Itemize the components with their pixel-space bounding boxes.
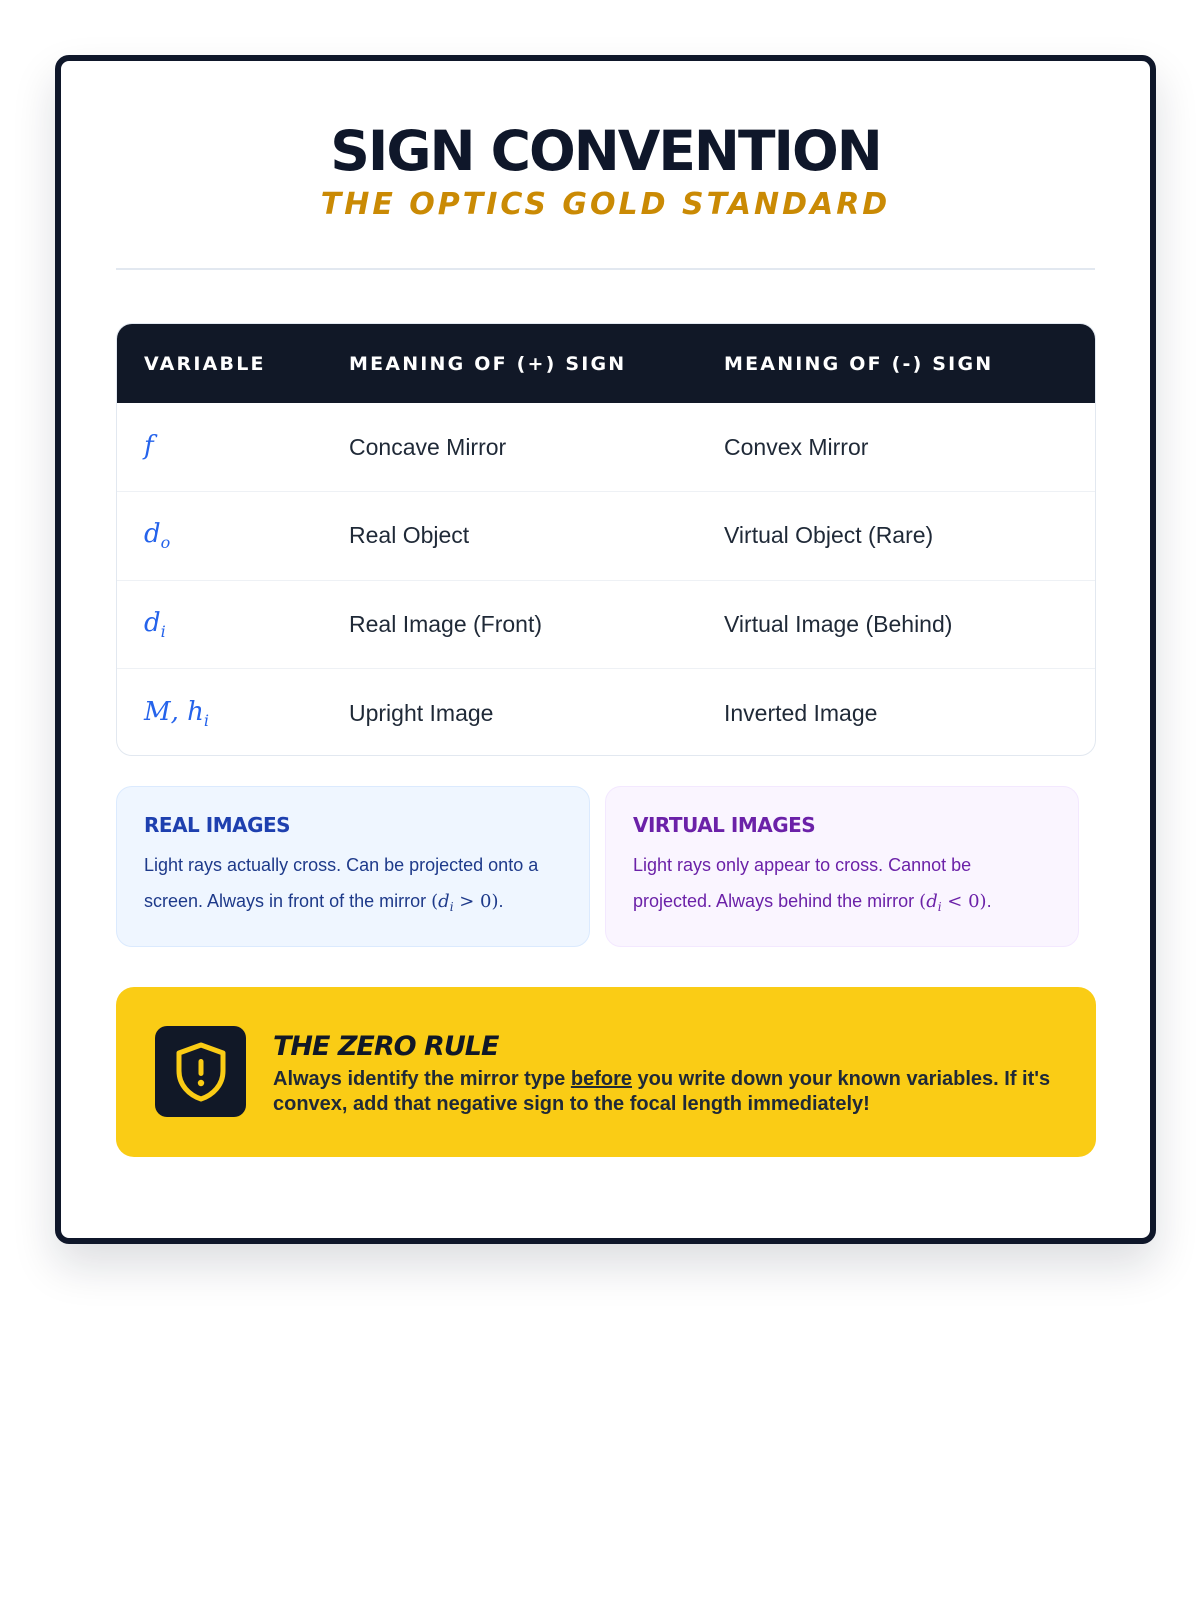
- variable-symbol: d: [144, 607, 161, 638]
- real-images-condition: $(d_i > 0)$: [431, 891, 499, 914]
- header: [61, 119, 1150, 225]
- column-header-variable: VARIABLE: [144, 352, 266, 375]
- variable-symbol: M, h: [144, 696, 204, 727]
- virtual-images-text: Light rays only appear to cross. Cannot be projected. Always behind the mirror $(d_i < 0)$.: [633, 855, 992, 914]
- variable-cell: [117, 403, 322, 492]
- variable-subscript: o: [160, 533, 171, 553]
- table-row: [117, 492, 1095, 581]
- variable-cell: [117, 669, 322, 757]
- zero-rule-text: Always identify the mirror type before you write down your known variables. If it's convex, add that negative sign to the focal length immediately!: [273, 1068, 1051, 1115]
- negative-meaning-cell: Convex Mirror: [724, 433, 869, 460]
- positive-meaning-cell: Upright Image: [349, 699, 494, 726]
- positive-meaning-cell: Real Image (Front): [349, 610, 543, 637]
- table-row: [117, 403, 1095, 492]
- variable-subscript: i: [160, 621, 166, 641]
- negative-meaning-cell: Inverted Image: [724, 699, 878, 726]
- sign-table: [116, 323, 1096, 756]
- zero-rule-emphasis: before: [570, 1068, 632, 1090]
- table-row: [117, 580, 1095, 669]
- header-divider: [116, 268, 1095, 270]
- virtual-images-title: VIRTUAL IMAGES: [633, 813, 816, 837]
- zero-rule-callout: [116, 987, 1096, 1157]
- column-header-positive: MEANING OF (+) SIGN: [349, 352, 627, 375]
- real-images-text: Light rays actually cross. Can be projected onto a screen. Always in front of the mirror $(d_i > 0)$.: [144, 855, 539, 914]
- column-header-negative: MEANING OF (-) SIGN: [724, 352, 994, 375]
- real-images-box: [116, 786, 590, 947]
- positive-meaning-cell: Concave Mirror: [349, 433, 507, 460]
- negative-meaning-cell: Virtual Image (Behind): [724, 610, 953, 637]
- variable-symbol: d: [144, 519, 161, 550]
- variable-symbol: f: [144, 430, 154, 461]
- sign-convention-card: [55, 55, 1156, 1244]
- positive-meaning-cell: Real Object: [349, 522, 470, 549]
- shield-alert-icon: [155, 1026, 246, 1117]
- zero-rule-title: THE ZERO RULE: [273, 1031, 499, 1062]
- variable-cell: [117, 492, 322, 581]
- page-subtitle: THE OPTICS GOLD STANDARD: [320, 187, 891, 222]
- negative-meaning-cell: Virtual Object (Rare): [724, 522, 934, 549]
- virtual-images-box: [605, 786, 1079, 947]
- page-title: SIGN CONVENTION: [330, 119, 881, 183]
- variable-cell: [117, 580, 322, 669]
- table-header-row: [117, 324, 1095, 403]
- real-images-title: REAL IMAGES: [144, 813, 291, 837]
- table-row: [117, 669, 1095, 757]
- virtual-images-condition: $(d_i < 0)$: [919, 891, 987, 914]
- variable-subscript: i: [203, 710, 210, 730]
